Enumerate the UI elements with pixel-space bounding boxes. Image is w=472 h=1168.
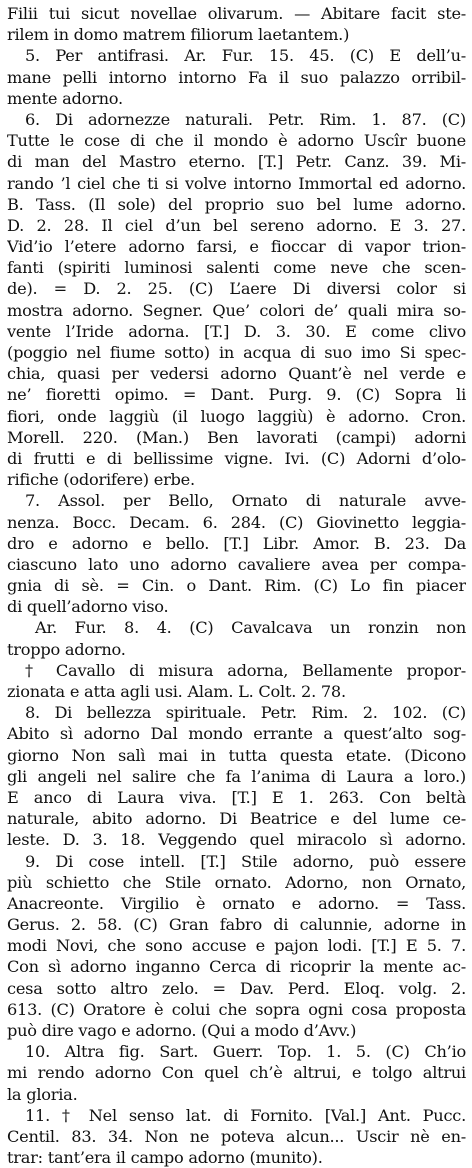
text-line: dro e adorno e bello. [T.] Libr. Amor. B. 23. Da <box>7 533 466 553</box>
text-line: vente l’Iride adorna. [T.] D. 3. 30. E come clivo <box>7 321 466 341</box>
text-line: la gloria. <box>7 1084 78 1104</box>
text-line: rifiche (odorifere) erbe. <box>7 470 195 490</box>
text-line: Ar. Fur. 8. 4. (C) Cavalcava un ronzin non <box>35 618 466 638</box>
text-line: 613. (C) Oratore è colui che sopra ogni cosa proposta <box>7 999 466 1019</box>
text-line: Abito sì adorno Dal mondo errante a quest’alto sog- <box>7 724 466 744</box>
text-line: modi Novi, che sono accuse e pajon lodi. [T.] E 5. 7. <box>7 936 466 956</box>
text-line: Tutte le cose di che il mondo è adorno Uscîr buone <box>7 131 466 151</box>
text-line: chia, quasi per vedersi adorno Quant’è nel verde e <box>7 364 466 384</box>
text-line: rilem in domo matrem filiorum laetantem.) <box>7 25 350 45</box>
text-line: 9. Di cose intell. [T.] Stile adorno, può essere <box>25 851 466 871</box>
text-line: troppo adorno. <box>7 639 126 659</box>
text-line: B. Tass. (Il sole) del proprio suo bel lume adorno. <box>7 194 466 214</box>
text-line: leste. D. 3. 18. Veggendo quel miracolo sì adorno. <box>7 830 466 850</box>
text-line: Gerus. 2. 58. (C) Gran fabro di calunnie, adorne in <box>7 915 466 935</box>
text-line: ciascuno lato uno adorno cavaliere avea per compa- <box>7 554 466 574</box>
text-line: mostra adorno. Segner. Que’ colori de’ quali mira so- <box>7 300 466 320</box>
text-line: E anco di Laura viva. [T.] E 1. 263. Con beltà <box>7 787 466 807</box>
text-line: 10. Altra fig. Sart. Guerr. Top. 1. 5. (C) Ch’io <box>25 1042 466 1062</box>
text-line: mane pelli intorno intorno Fa il suo palazzo orribil- <box>7 67 466 87</box>
text-line: di man del Mastro eterno. [T.] Petr. Canz. 39. Mi- <box>7 152 466 172</box>
text-line: di frutti e di bellissime vigne. Ivi. (C) Adorni d’olo- <box>7 448 466 468</box>
dictionary-entry-text <box>7 3 466 1168</box>
text-line: Filii tui sicut novellae olivarum. — Abitare facit ste- <box>7 4 466 23</box>
text-line: rando ’l ciel che ti si volve intorno Immortal ed adorno. <box>7 173 466 193</box>
text-line: 6. Di adornezze naturali. Petr. Rim. 1. 87. (C) <box>25 109 466 129</box>
text-line: gli angeli nel salire che fa l’anima di Laura a loro.) <box>7 766 466 786</box>
text-line: cesa sotto altro zelo. = Dav. Perd. Eloq. volg. 2. <box>7 978 466 998</box>
text-line: Morell. 220. (Man.) Ben lavorati (campi) adorni <box>7 427 466 447</box>
text-line: Vid’io l’etere adorno farsi, e fioccar di vapor trion- <box>7 237 466 257</box>
text-line: 7. Assol. per Bello, Ornato di naturale avve- <box>25 491 466 511</box>
text-line: (poggio nel fiume sotto) in acqua di suo imo Si spec- <box>7 343 466 362</box>
text-line: Centil. 83. 34. Non ne poteva alcun... Uscir nè en- <box>7 1126 466 1146</box>
text-line: mi rendo adorno Con quel ch’è altrui, e tolgo altrui <box>7 1063 466 1083</box>
text-line: † Cavallo di misura adorna, Bellamente propor- <box>25 660 466 680</box>
text-line: fanti (spiriti luminosi salenti come neve che scen- <box>7 258 466 278</box>
text-line: nenza. Bocc. Decam. 6. 284. (C) Giovinetto leggia- <box>7 512 466 532</box>
text-line: giorno Non salì mai in tutta questa etate. (Dicono <box>7 745 466 765</box>
text-line: di quell’adorno viso. <box>7 597 169 617</box>
text-line: zionata e atta agli usi. Alam. L. Colt. 2. 78. <box>7 682 346 701</box>
text-line: 5. Per antifrasi. Ar. Fur. 15. 45. (C) E dell’u- <box>25 46 466 66</box>
text-line: Anacreonte. Virgilio è ornato e adorno. = Tass. <box>7 893 466 913</box>
text-line: ne’ fioretti opimo. = Dant. Purg. 9. (C) Sopra li <box>7 385 466 405</box>
text-line: più schietto che Stile ornato. Adorno, non Ornato, <box>7 872 466 892</box>
text-line: 11. † Nel senso lat. di Fornito. [Val.] Ant. Pucc. <box>25 1105 466 1125</box>
text-line: D. 2. 28. Il ciel d’un bel sereno adorno. E 3. 27. <box>7 215 466 235</box>
text-line: può dire vago e adorno. (Qui a modo d’Avv.) <box>7 1021 357 1040</box>
text-line: fiori, onde laggiù (il luogo laggiù) è adorno. Cron. <box>7 406 466 426</box>
text-line: Con sì adorno inganno Cerca di ricoprir la mente ac- <box>7 957 466 977</box>
text-line: de). = D. 2. 25. (C) L’aere Di diversi color si <box>7 279 466 299</box>
text-line: 8. Di bellezza spirituale. Petr. Rim. 2. 102. (C) <box>25 703 466 723</box>
text-line: gnia di sè. = Cin. o Dant. Rim. (C) Lo fin piacer <box>7 576 466 596</box>
text-line: trar: tant’era il campo adorno (munito). <box>7 1148 323 1168</box>
text-line: mente adorno. <box>7 88 123 108</box>
text-line: naturale, abito adorno. Di Beatrice e del lume ce- <box>7 809 466 829</box>
